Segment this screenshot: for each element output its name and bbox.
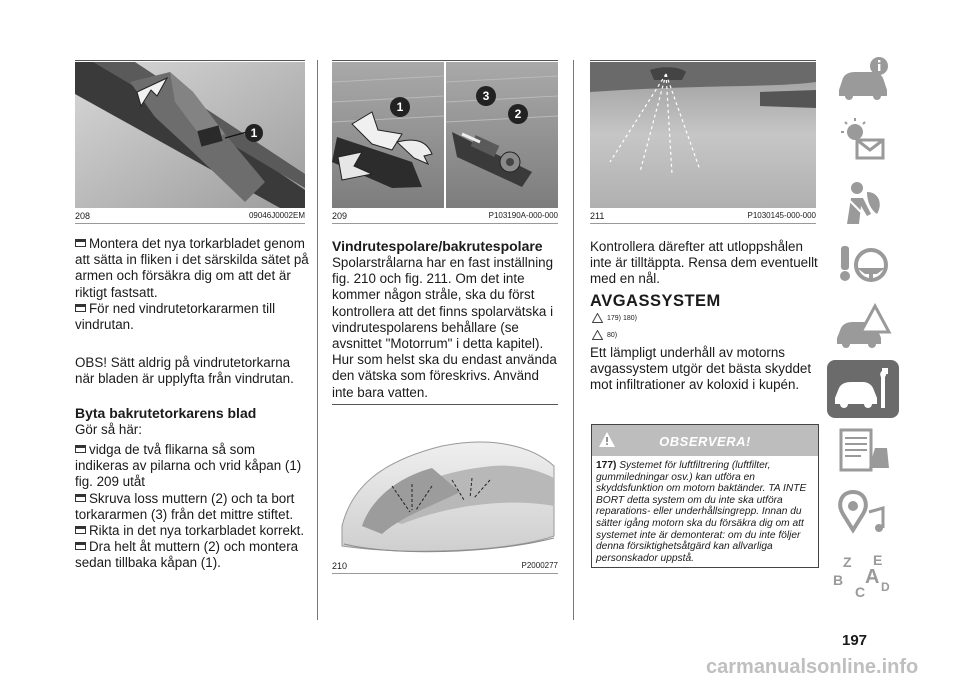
index-letter: D bbox=[881, 580, 890, 594]
intro-text: Gör så här: bbox=[75, 422, 142, 437]
section-heading: Byta bakrutetorkarens blad bbox=[75, 405, 257, 421]
warning-ref-1 bbox=[592, 313, 637, 323]
figure-209-rear-wiper-image bbox=[332, 62, 558, 208]
figure-211-washer-jet-image bbox=[590, 62, 816, 208]
warning-note-box bbox=[591, 424, 819, 568]
figure-number: 211 bbox=[590, 211, 605, 221]
callout-1: 1 bbox=[390, 97, 410, 117]
step bbox=[75, 301, 311, 333]
warning-triangle-icon bbox=[592, 313, 603, 323]
tab-emergency[interactable] bbox=[827, 298, 899, 356]
starting-driving-icon bbox=[827, 236, 899, 294]
step bbox=[75, 442, 311, 491]
figure-number: 209 bbox=[332, 211, 348, 221]
tab-technical-data[interactable] bbox=[827, 422, 899, 480]
callout-2: 2 bbox=[508, 104, 528, 124]
tab-warning-lights[interactable] bbox=[827, 112, 899, 170]
watermark: carmanualsonline.info bbox=[706, 656, 919, 678]
obs-note: OBS! Sätt aldrig på vindrutetorkarna när bladen är upplyfta från vindrutan. bbox=[75, 355, 294, 387]
warning-ref-2 bbox=[592, 330, 617, 340]
car-info-icon bbox=[827, 50, 899, 108]
step-text: vidga de två flikarna så som indikeras av pilarna och vrid kåpan (1) fig. 209 utåt bbox=[75, 442, 302, 490]
warning-note-body bbox=[592, 456, 818, 567]
figure-208-caption bbox=[75, 211, 305, 221]
tab-safety[interactable] bbox=[827, 174, 899, 232]
caption-rule bbox=[75, 223, 305, 224]
maintenance-icon bbox=[827, 360, 899, 418]
washer-body: Spolarstrålarna har en fast inställning fig. 210 och fig. 211. Om det inte kommer någon stråle, ska du först kontrollera att det finns spolarvätska i vindrutespolarens behållare (se avsnittet "Motorrum" i detta kapitel). Hur som helst ska du endast använda den vätska som föreskrivs. Använd inte bara vatten. bbox=[332, 255, 557, 400]
column-top-rule bbox=[332, 60, 558, 61]
figure-code: P1030145-000-000 bbox=[747, 211, 816, 220]
exhaust-body: Ett lämpligt underhåll av motorns avgassystem utgör det bästa skyddet mot infiltrationer av koloxid i kupén. bbox=[590, 345, 812, 393]
tab-index[interactable] bbox=[827, 546, 899, 604]
index-letter: E bbox=[873, 552, 883, 568]
warning-note-text: Systemet för luftfiltrering (luftfilter, gummiledningar osv.) kan utföra en skyddsfunktion om motorn baktänder. TA INTE BORT detta system om du inte ska utföra reparations- eller underhållsingrepp. Innan du sätter igång motorn ska du försäkra dig om att systemet inte är demonterat: om du inte följer denna försiktighetsåtgärd kan allvarliga personskador uppstå. bbox=[596, 460, 807, 564]
callout-3: 3 bbox=[476, 86, 496, 106]
checkbox-bullet-icon bbox=[75, 239, 86, 247]
column-top-rule bbox=[590, 60, 816, 61]
index-letter: A bbox=[865, 566, 880, 588]
checkbox-bullet-icon bbox=[75, 526, 86, 534]
figure-210-caption bbox=[332, 561, 558, 571]
exhaust-heading: AVGASSYSTEM bbox=[590, 292, 721, 310]
figure-top-rule bbox=[332, 404, 558, 405]
figure-code: P103190A-000-000 bbox=[488, 211, 558, 220]
step bbox=[75, 523, 311, 539]
section-heading: Vindrutespolare/bakrutespolare bbox=[332, 238, 543, 254]
checkbox-bullet-icon bbox=[75, 304, 86, 312]
warning-ref-text: 80) bbox=[607, 331, 618, 339]
step-text: Rikta in det nya torkarbladet korrekt. bbox=[89, 523, 305, 539]
figure-number: 210 bbox=[332, 561, 348, 571]
nozzle-check-text: Kontrollera därefter att utloppshålen inte är tilltäppta. Rensa dem eventuellt med en nål. bbox=[590, 239, 818, 287]
caption-rule bbox=[332, 573, 558, 574]
step-text: Skruva loss muttern (2) och ta bort torkararmen (3) från det mittre stiftet. bbox=[75, 490, 295, 522]
figure-208-wiper-blade-image bbox=[75, 62, 305, 208]
tab-maintenance[interactable] bbox=[827, 360, 899, 418]
emergency-icon bbox=[827, 298, 899, 356]
index-letter: B bbox=[833, 572, 844, 588]
checkbox-bullet-icon bbox=[75, 542, 86, 550]
column-top-rule bbox=[75, 60, 305, 61]
warning-ref-text: 179) 180) bbox=[607, 314, 637, 322]
step bbox=[75, 236, 311, 301]
index-letter: C bbox=[855, 584, 866, 600]
figure-number: 208 bbox=[75, 211, 91, 221]
col1-steps-b bbox=[75, 442, 311, 572]
callout-1: 1 bbox=[245, 124, 263, 142]
index-letter: Z bbox=[843, 554, 852, 570]
tab-car-info[interactable] bbox=[827, 50, 899, 108]
col1-steps-a bbox=[75, 236, 311, 333]
step-text: Dra helt åt muttern (2) och montera sedan tillbaka kåpan (1). bbox=[75, 539, 299, 571]
checkbox-bullet-icon bbox=[75, 494, 86, 502]
step-text: För ned vindrutetorkararmen till vindrutan. bbox=[75, 300, 276, 333]
warning-note-header bbox=[592, 425, 818, 456]
column-divider bbox=[317, 60, 318, 620]
page-number: 197 bbox=[842, 632, 868, 649]
figure-code: 09046J0002EM bbox=[248, 211, 305, 220]
step bbox=[75, 539, 311, 571]
technical-data-icon bbox=[827, 422, 899, 480]
step bbox=[75, 491, 311, 523]
step-text: Montera det nya torkarbladet genom att sätta in fliken i det särskilda sätet på armen och försäkra dig om att det är riktigt fastsatt. bbox=[75, 236, 309, 300]
safety-airbag-icon bbox=[827, 174, 899, 232]
tab-multimedia[interactable] bbox=[827, 484, 899, 542]
tab-starting-driving[interactable] bbox=[827, 236, 899, 294]
figure-210-windscreen-image bbox=[332, 406, 558, 558]
multimedia-icon bbox=[827, 484, 899, 542]
warning-ref-number: 177) bbox=[596, 460, 617, 471]
caption-rule bbox=[332, 223, 558, 224]
warning-note-title: OBSERVERA! bbox=[659, 434, 751, 449]
warning-lights-icon bbox=[827, 112, 899, 170]
warning-triangle-icon bbox=[592, 330, 603, 340]
column-divider bbox=[573, 60, 574, 620]
checkbox-bullet-icon bbox=[75, 445, 86, 453]
figure-211-caption bbox=[590, 211, 816, 221]
caption-rule bbox=[590, 223, 816, 224]
figure-code: P2000277 bbox=[521, 561, 558, 570]
figure-209-caption bbox=[332, 211, 558, 221]
